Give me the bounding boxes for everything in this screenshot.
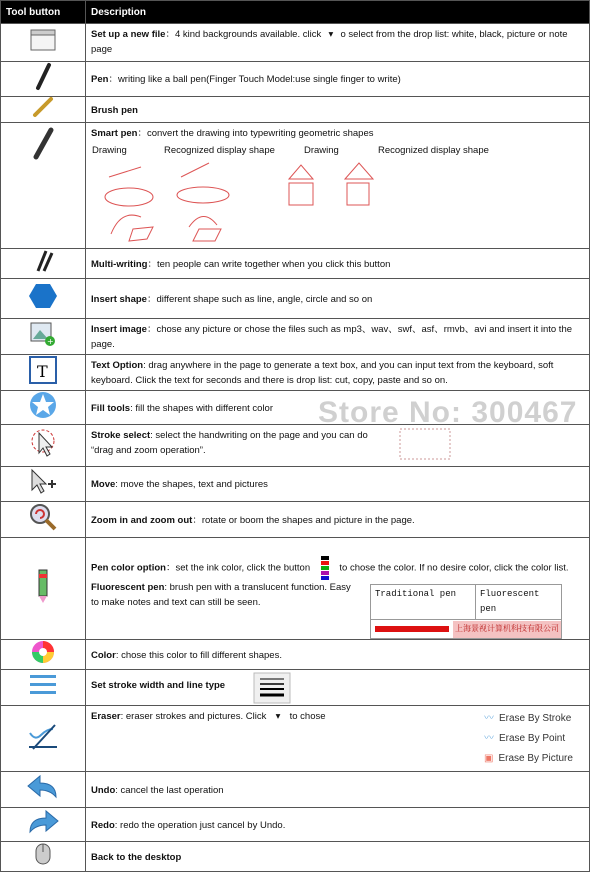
traditional-pen-header: Traditional pen bbox=[371, 585, 476, 619]
drawing-label: Drawing bbox=[304, 145, 339, 156]
row-description bbox=[86, 538, 590, 640]
table-row bbox=[1, 391, 590, 425]
eraser-button[interactable] bbox=[1, 706, 86, 772]
insert-image-button[interactable] bbox=[1, 319, 86, 355]
table-row bbox=[1, 842, 590, 872]
pen-color-button[interactable] bbox=[1, 538, 86, 640]
table-row bbox=[1, 706, 590, 772]
recognized-label: Recognized display shape bbox=[164, 145, 275, 156]
stroke-select-icon bbox=[29, 427, 57, 459]
table-row bbox=[1, 319, 590, 355]
row-title: Move bbox=[91, 479, 116, 490]
table-row bbox=[1, 670, 590, 706]
header-tool-button: Tool button bbox=[1, 1, 86, 24]
row-title: Color bbox=[91, 649, 116, 661]
row-title: Zoom in and zoom out bbox=[91, 514, 193, 526]
erase-point-icon: 〰 bbox=[484, 733, 494, 744]
insert-shape-button[interactable] bbox=[1, 279, 86, 319]
hexagon-icon bbox=[28, 282, 58, 310]
erase-by-stroke-option[interactable] bbox=[484, 711, 571, 726]
table-row bbox=[1, 425, 590, 467]
row-title: Fill tools bbox=[91, 402, 131, 414]
dropdown-arrow-icon[interactable]: ▾ bbox=[275, 711, 281, 722]
pen-comparison-table bbox=[370, 584, 562, 639]
row-title: Redo bbox=[91, 819, 115, 831]
dropdown-arrow-icon[interactable]: ▾ bbox=[328, 29, 334, 40]
fluorescent-pen-header: Fluorescent pen bbox=[480, 589, 540, 614]
eraser-icon bbox=[27, 721, 59, 751]
row-text: ：set the ink color, click the button bbox=[165, 562, 311, 574]
traditional-pen-sample bbox=[375, 626, 449, 632]
redo-arrow-icon bbox=[26, 808, 60, 836]
pen-icon bbox=[33, 63, 53, 91]
back-to-desktop-button[interactable] bbox=[1, 842, 86, 872]
row-title: Pen bbox=[91, 74, 109, 85]
smart-pen-illustration bbox=[91, 159, 391, 247]
pen-button[interactable] bbox=[1, 62, 86, 97]
row-title: Insert shape bbox=[91, 293, 147, 305]
erase-by-picture-option[interactable] bbox=[484, 751, 573, 766]
line-width-list-icon[interactable] bbox=[254, 673, 290, 703]
row-text: ：writing like a ball pen(Finger Touch Model:use single finger to write) bbox=[108, 74, 401, 85]
table-row bbox=[1, 640, 590, 670]
new-file-button[interactable] bbox=[1, 24, 86, 62]
smart-pen-icon bbox=[31, 127, 55, 161]
row-text: : move the shapes, text and pictures bbox=[115, 479, 268, 490]
row-text: ：chose any picture or chose the files such as mp3、wav、swf、asf、rmvb、avi and insert it into the page. bbox=[91, 324, 573, 350]
lines-icon bbox=[29, 672, 57, 698]
row-text: : fill the shapes with different color bbox=[130, 402, 273, 414]
row-text: : chose this color to fill different shapes. bbox=[115, 649, 282, 661]
table-row bbox=[1, 538, 590, 640]
row-text: : cancel the last operation bbox=[115, 784, 224, 796]
table-row bbox=[1, 502, 590, 538]
row-title: Back to the desktop bbox=[91, 851, 182, 863]
table-row bbox=[1, 62, 590, 97]
brush-pen-button[interactable] bbox=[1, 97, 86, 123]
row-text: : drag anywhere in the page to generate a text box, and you can input text from the keyboard, soft keyboard. Click the text for seconds and there is drop list: cut, copy, paste and so on. bbox=[91, 360, 554, 386]
svg-text:T: T bbox=[37, 362, 48, 381]
row-title: Set up a new file bbox=[91, 29, 166, 40]
table-row bbox=[1, 355, 590, 391]
row-text: o select from the drop list: white, black, picture or note page bbox=[91, 29, 568, 55]
row-text: to chose the color. If no desire color, click the color list. bbox=[339, 562, 569, 574]
row-title: Text Option bbox=[91, 360, 144, 371]
stroke-select-button[interactable] bbox=[1, 425, 86, 467]
erase-by-point-option[interactable] bbox=[484, 731, 565, 746]
table-row bbox=[1, 97, 590, 123]
table-row bbox=[1, 772, 590, 808]
row-text: ：ten people can write together when you click this button bbox=[147, 258, 391, 270]
zoom-button[interactable] bbox=[1, 502, 86, 538]
multi-writing-button[interactable] bbox=[1, 249, 86, 279]
undo-button[interactable] bbox=[1, 772, 86, 808]
smart-pen-button[interactable] bbox=[1, 123, 86, 249]
row-title: Eraser bbox=[91, 711, 121, 722]
svg-text:+: + bbox=[47, 337, 54, 346]
row-title: Smart pen bbox=[91, 128, 138, 139]
magnifier-icon bbox=[28, 502, 58, 532]
redo-button[interactable] bbox=[1, 808, 86, 842]
row-text: : select the handwriting on the page and you can do “drag and zoom operation”. bbox=[91, 430, 368, 456]
drawing-label: Drawing bbox=[92, 145, 127, 156]
row-title: Undo bbox=[91, 784, 116, 796]
text-box-icon bbox=[29, 356, 57, 384]
color-list-icon[interactable] bbox=[319, 556, 331, 580]
brush-pen-icon bbox=[31, 97, 55, 117]
row-text: ：4 kind backgrounds available. click bbox=[165, 29, 322, 40]
multi-writing-icon bbox=[32, 249, 54, 273]
row-text: ：convert the drawing into typewriting geometric shapes bbox=[137, 128, 374, 139]
row-title: Brush pen bbox=[91, 104, 138, 116]
text-option-button[interactable] bbox=[1, 355, 86, 391]
row-title: Insert image bbox=[91, 324, 147, 335]
table-row bbox=[1, 467, 590, 502]
color-wheel-icon bbox=[31, 640, 55, 664]
option-label: Erase By Point bbox=[499, 733, 566, 744]
option-label: Erase By Picture bbox=[498, 753, 573, 764]
recognized-label: Recognized display shape bbox=[378, 145, 489, 156]
table-row bbox=[1, 123, 590, 249]
row-description bbox=[86, 123, 590, 249]
move-icon bbox=[28, 468, 58, 496]
insert-image-icon bbox=[30, 322, 56, 346]
fill-tools-button[interactable] bbox=[1, 391, 86, 425]
table-row bbox=[1, 279, 590, 319]
row-title: Pen color option bbox=[91, 562, 166, 574]
row-text: ：rotate or boom the shapes and picture in the page. bbox=[192, 514, 415, 526]
row-text: to chose bbox=[289, 711, 326, 722]
fluorescent-pen-sample: 上海景视计算机科技有限公司 bbox=[453, 621, 561, 638]
selection-example bbox=[398, 427, 454, 463]
row-title: Fluorescent pen bbox=[91, 582, 165, 593]
star-fill-icon bbox=[28, 391, 58, 419]
row-text: : brush pen with a translucent function. Easy to make notes and text can still be seen. bbox=[91, 582, 351, 608]
header-description: Description bbox=[86, 1, 590, 24]
option-label: Erase By Stroke bbox=[499, 713, 572, 724]
table-row bbox=[1, 24, 590, 62]
new-file-icon bbox=[30, 29, 56, 51]
table-row bbox=[1, 808, 590, 842]
row-title: Set stroke width and line type bbox=[91, 680, 226, 691]
mouse-icon bbox=[32, 842, 54, 866]
color-button[interactable] bbox=[1, 640, 86, 670]
table-row bbox=[1, 249, 590, 279]
color-pen-icon bbox=[32, 568, 54, 604]
undo-arrow-icon bbox=[26, 773, 60, 801]
row-title: Multi-writing bbox=[91, 258, 148, 270]
row-title: Stroke select bbox=[91, 430, 151, 441]
row-description bbox=[86, 24, 590, 62]
row-text: ：different shape such as line, angle, circle and so on bbox=[146, 293, 373, 305]
header-row bbox=[1, 1, 590, 24]
row-text: : redo the operation just cancel by Undo. bbox=[114, 819, 286, 831]
row-text: : eraser strokes and pictures. Click bbox=[120, 711, 267, 722]
move-button[interactable] bbox=[1, 467, 86, 502]
store-watermark: Store No: 300467 bbox=[318, 396, 578, 429]
stroke-width-button[interactable] bbox=[1, 670, 86, 706]
erase-stroke-icon: 〰 bbox=[484, 713, 494, 724]
erase-picture-icon: ▣ bbox=[484, 753, 494, 764]
